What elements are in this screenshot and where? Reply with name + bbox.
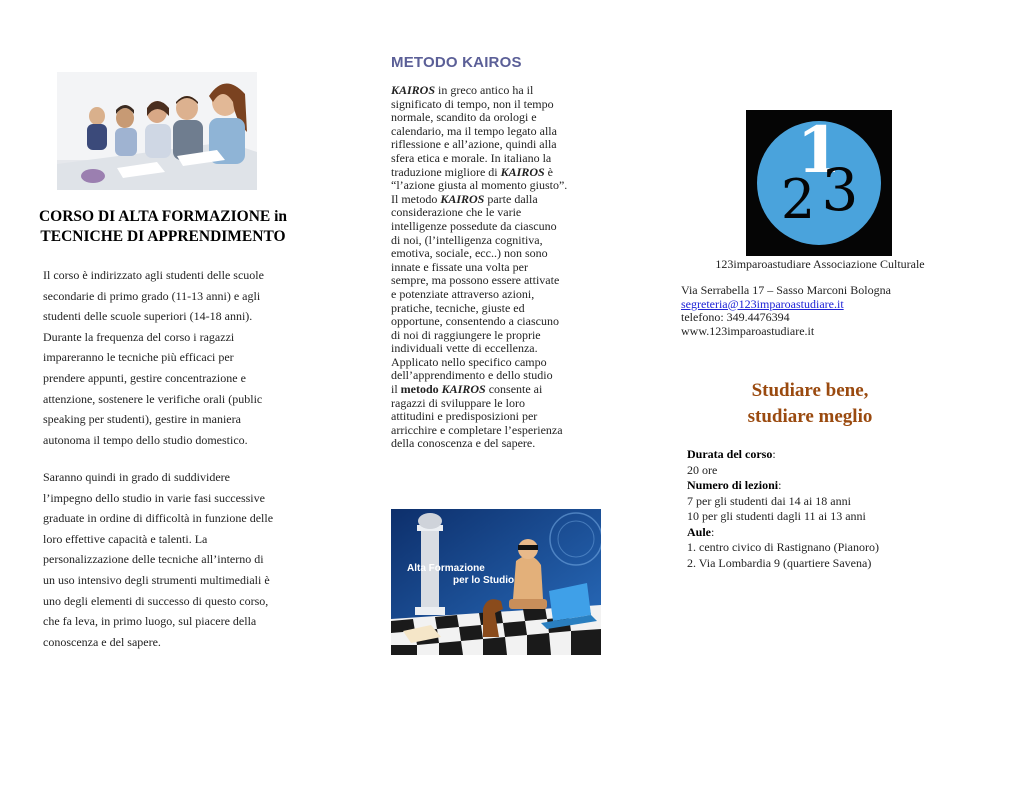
association-name: 123imparoastudiare Associazione Culturale [715,257,925,271]
text: e potenziate attraverso azioni, [391,286,535,301]
text: intelligenze possedute da ciascuno [391,218,557,233]
metodo-text-line [391,342,601,356]
metodo-text-line [391,98,601,112]
metodo-text-line [391,220,601,234]
text: emotiva, sociale, ecc..) non sono [391,246,548,261]
metodo-text-line [391,288,601,302]
text: riflessione e all’azione, quindi alla [391,137,557,152]
course-title [18,207,308,247]
text-line: personalizzazione delle tecniche all’interno di [43,552,264,567]
text: arricchire e completare l’esperienza [391,422,563,437]
text: significato di tempo, non il tempo [391,96,554,111]
text: consente ai [485,382,543,397]
email-link[interactable]: segreteria@123imparoastudiare.it [681,296,844,311]
123-logo [746,110,892,256]
metodo-text-line [391,152,601,166]
text-line: prendere appunti, gestire concentrazione e [43,370,246,385]
metodo-text-line [391,234,601,248]
text: normale, scandito da orologi e [391,110,537,125]
metodo-text-line [391,247,601,261]
course-title-line-2: TECNICHE DI APPRENDIMENTO [40,228,286,245]
metodo-kairos-body [391,84,601,451]
text: opportune, consentendo a ciascuno [391,314,559,329]
text: Applicato nello specifico campo [391,354,547,369]
text-line: Durante la frequenza del corso i ragazzi [43,329,235,344]
metodo-text-line [391,111,601,125]
metodo-text-line [391,261,601,275]
lezioni-item-2: 10 per gli studenti dagli 11 ai 13 anni [687,509,866,523]
text: in greco antico ha il [435,83,534,97]
alta-formazione-chess-image [391,509,601,655]
text: dell’apprendimento e dello studio [391,368,553,383]
text: “l’azione giusta al momento giusto”. [391,178,568,193]
text: considerazione che le varie [391,205,522,220]
metodo-text-line [391,437,601,451]
metodo-text-line [391,274,601,288]
text: parte dalla [484,191,538,206]
metodo-text-line [391,369,601,383]
metodo-text-line [391,356,601,370]
course-description-paragraph-2 [43,467,308,652]
metodo-text-line [391,302,601,316]
text-line: Saranno quindi in grado di suddividere [43,470,230,484]
text: sfera etica e morale. In italiano la [391,150,552,165]
slogan-line-1: Studiare bene, [751,380,869,401]
metodo-text-line [391,166,601,180]
chess-image-caption-2: per lo Studio [453,575,515,586]
course-details: Durata del corso: 20 ore Numero di lezioni: 7 per gli studenti dai 14 ai 18 anni 10 per gli studenti dagli 11 ai 13 anni Aule: 1. centro civico di Rastignano (Pianoro) 2. Via Lombardia 9 (quartiere Savena) [687,447,879,570]
text-line: un uso intensivo degli strumenti multimediali è [43,572,270,587]
durata-value: 20 ore [687,462,718,477]
text: Il metodo [391,191,441,206]
durata-label: Durata del corso [687,447,773,461]
metodo-text-line [391,424,601,438]
svg-text:3: 3 [821,156,859,224]
text-line: loro effettive capacità e talenti. La [43,531,208,546]
metodo-text-line [391,206,601,220]
metodo-text-line [391,410,601,424]
text: calendario, ma il tempo legato alla [391,123,557,138]
metodo-kairos-heading: METODO KAIROS [391,54,522,71]
chess-image-caption-1: Alta Formazione [407,563,485,574]
metodo-text-line [391,138,601,152]
students-photo [57,72,257,190]
text-line: uno degli elementi di successo di questo corso, [43,593,269,608]
text-line: secondarie di primo grado (11-13 anni) e agli [43,288,261,303]
lezioni-label: Numero di lezioni [687,478,779,492]
metodo-text-line [391,383,601,397]
text: ragazzi di sviluppare le loro [391,395,525,410]
svg-text:2: 2 [780,168,816,231]
text-line: speaking per studenti), gestire in maniera [43,412,241,427]
metodo-text-line [391,397,601,411]
aula-item-2: 2. Via Lombardia 9 (quartiere Savena) [687,555,872,570]
slogan [690,378,930,430]
text: è [544,164,553,179]
website: www.123imparoastudiare.it [681,323,815,338]
phone: telefono: 349.4476394 [681,310,790,325]
kairos-word: KAIROS [391,83,436,97]
text: pratiche, tecniche, giuste ed [391,300,525,315]
text: attitudini e predisposizioni per [391,409,538,424]
svg-text:1: 1 [796,113,842,188]
course-title-line-1: CORSO DI ALTA FORMAZIONE in [38,208,288,225]
metodo-text-line [391,125,601,139]
text: della conoscenza e del sapere. [391,436,536,451]
kairos-word: KAIROS [440,191,485,206]
text-line: l’impegno dello studio in varie fasi successive [43,490,265,505]
text: di noi, (l’intelligenza cognitiva, [391,232,543,247]
text: di noi di raggiungere le proprie [391,327,541,342]
text: sempre, ma possono essere attivate [391,273,560,288]
address: Via Serrabella 17 – Sasso Marconi Bologna [681,283,891,297]
text-line: studenti delle scuole superiori (14-18 anni). [43,309,253,324]
text-line: che fa leva, in primo luogo, sul piacere della [43,614,257,629]
text: il [391,382,401,397]
aule-label: Aule [687,524,711,539]
metodo-text-line [391,193,601,207]
metodo-text-line [391,179,601,193]
text: innate e fissate una volta per [391,259,528,274]
text: traduzione migliore di [391,164,501,179]
aula-item-1: 1. centro civico di Rastignano (Pianoro) [687,540,879,554]
metodo-text-line [391,329,601,343]
text-line: attenzione, sostenere le verifiche orali (public [43,391,263,406]
metodo-text-line [391,84,601,98]
text-line: impareranno le tecniche più efficaci per [43,350,234,365]
lezioni-item-1: 7 per gli studenti dai 14 ai 18 anni [687,493,851,508]
kairos-word: KAIROS [441,382,486,397]
kairos-word: KAIROS [500,164,545,179]
text: individuali vette di eccellenza. [391,341,538,356]
text-line: graduate in ordine di difficoltà in funzione delle [43,511,274,526]
bold-text: metodo [400,382,442,397]
slogan-line-2: studiare meglio [747,406,873,427]
metodo-text-line [391,315,601,329]
contact-block [681,284,891,338]
text-line: conoscenza e del sapere. [43,634,161,649]
course-description-paragraph-1 [43,265,308,450]
text-line: autonoma il tempo dello studio domestico. [43,432,248,447]
text-line: Il corso è indirizzato agli studenti delle scuole [43,268,264,282]
